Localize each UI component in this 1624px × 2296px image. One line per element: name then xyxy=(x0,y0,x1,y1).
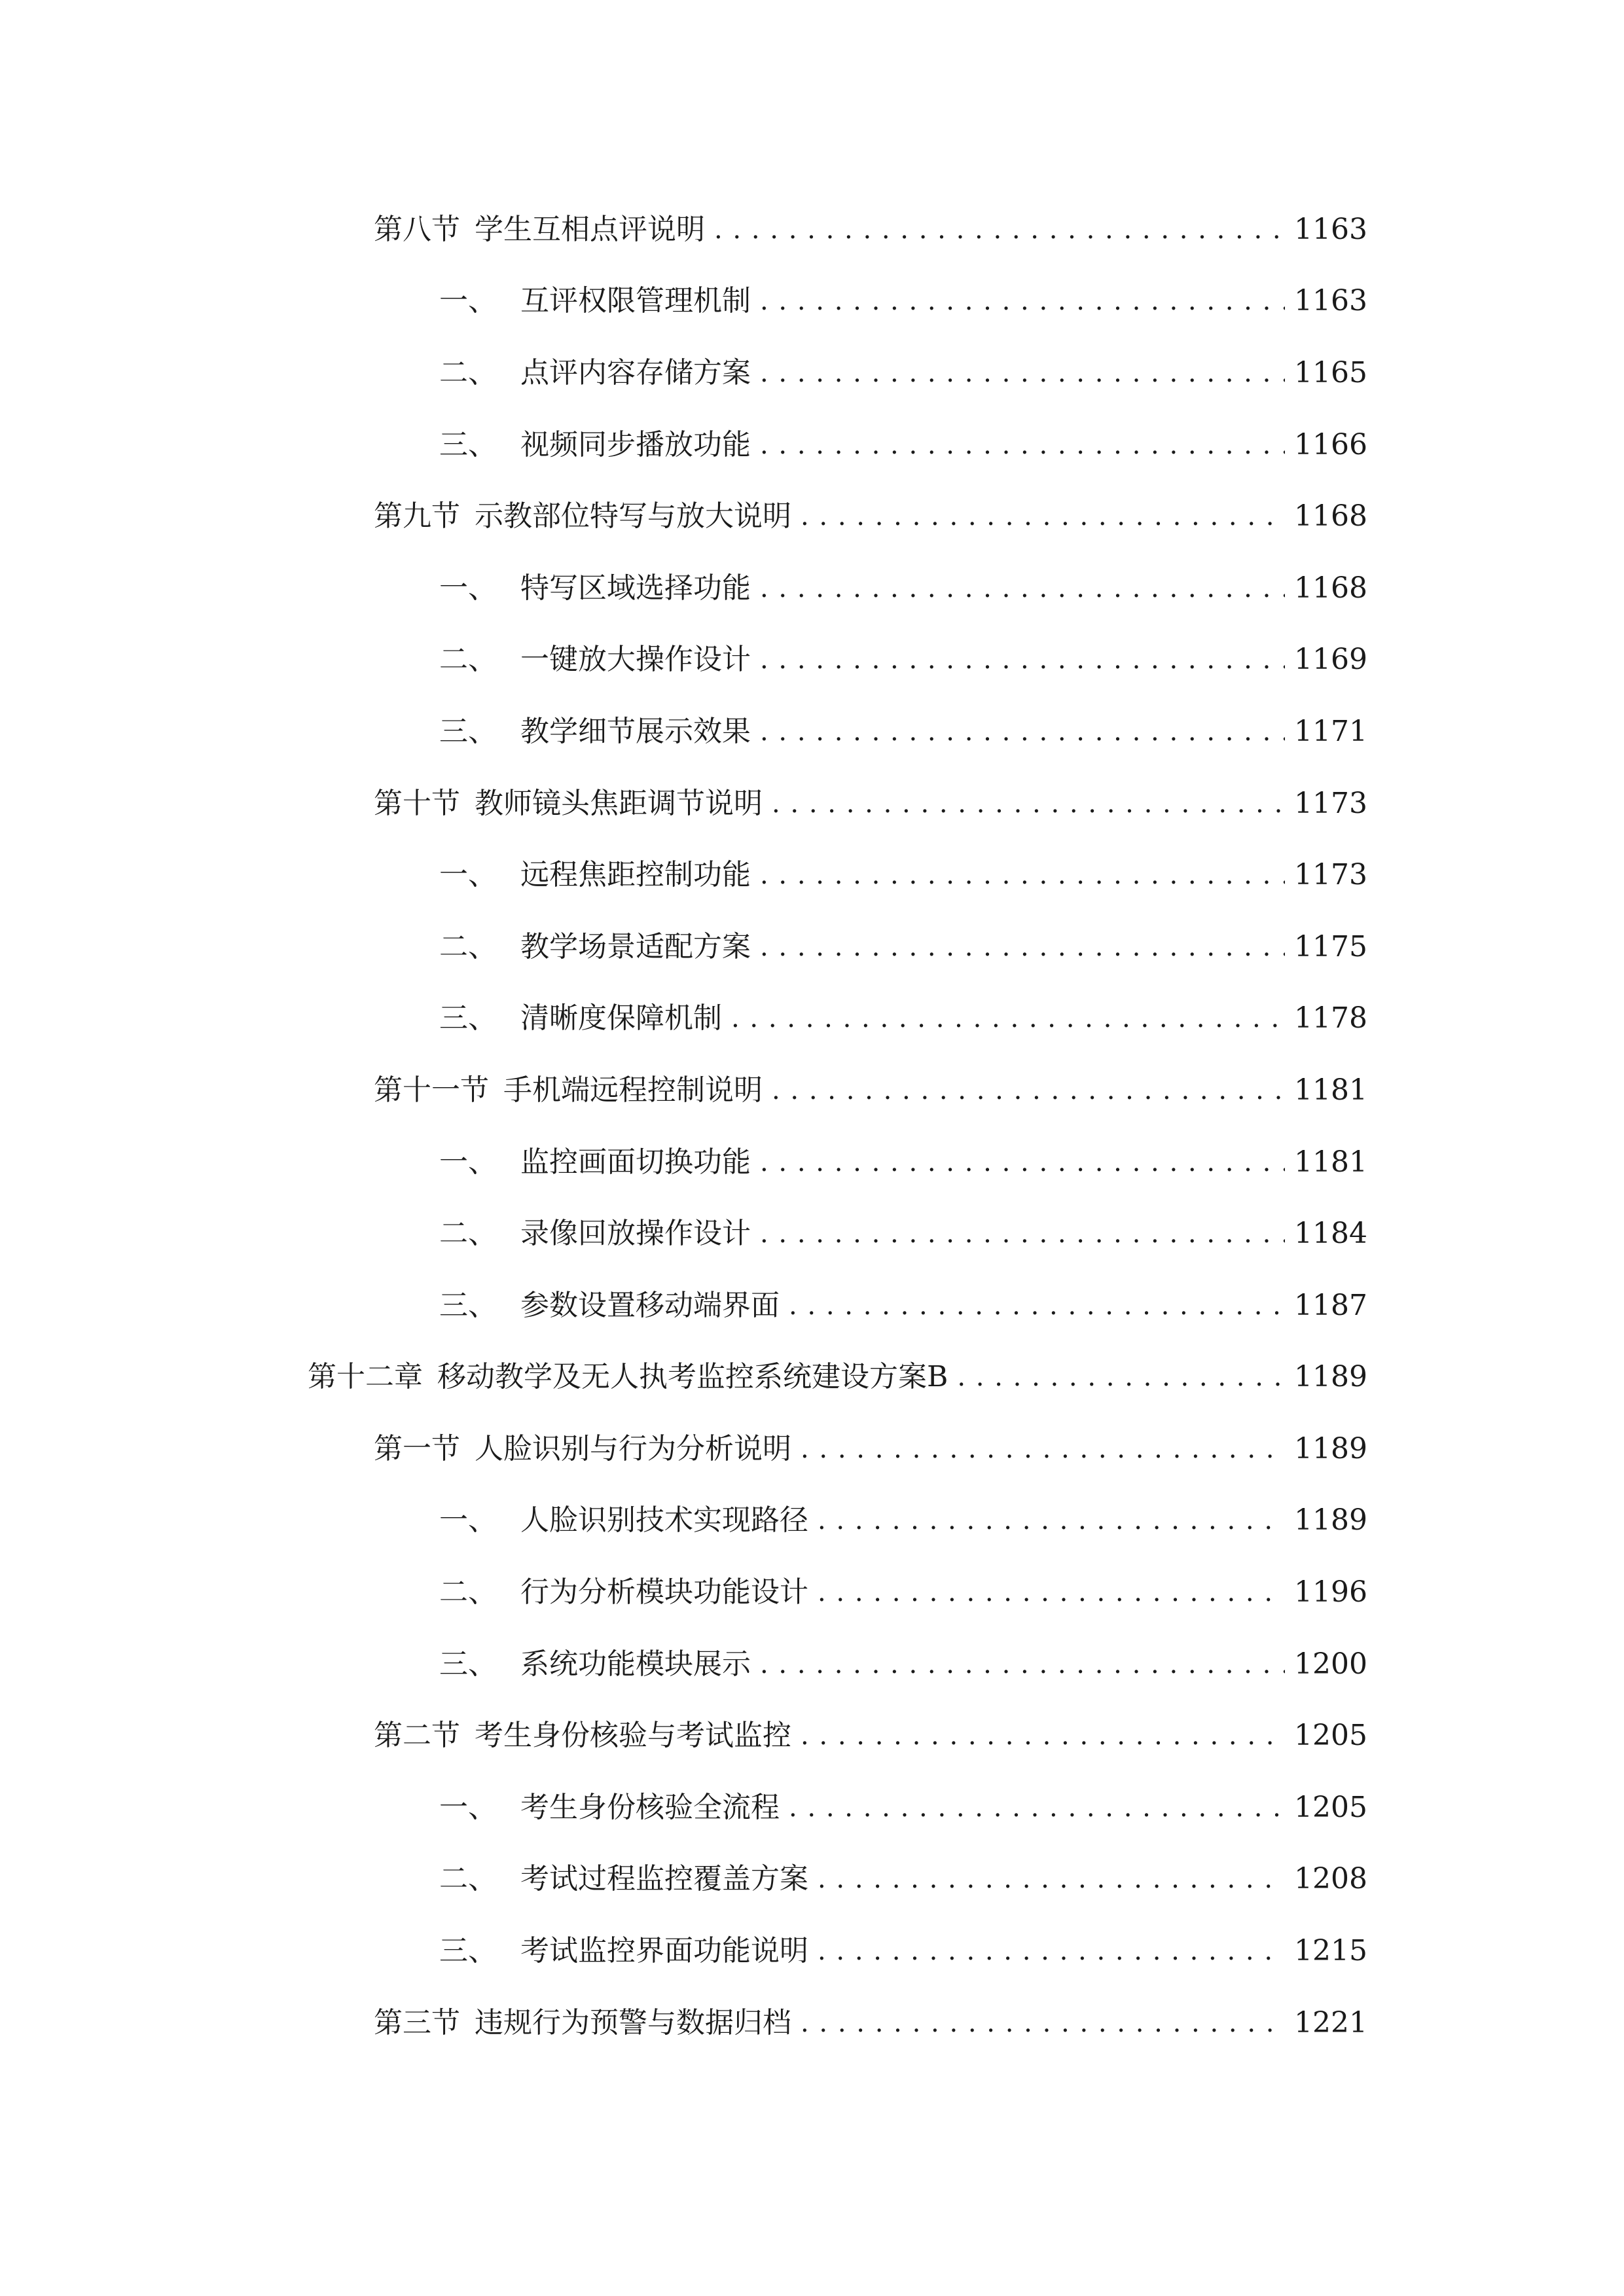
toc-entry[interactable] xyxy=(0,1126,1624,1198)
toc-page-number: 1163 xyxy=(1294,284,1367,318)
toc-number: 一、 xyxy=(439,571,497,605)
toc-number: 第三节 xyxy=(374,2005,460,2039)
toc-title: 教学场景适配方案 xyxy=(520,929,751,963)
toc-entry[interactable] xyxy=(0,768,1624,840)
dot-leader xyxy=(760,1219,1285,1248)
toc-page-number: 1208 xyxy=(1294,1862,1367,1896)
dot-leader xyxy=(957,1363,1285,1391)
toc-title: 移动教学及无人执考监控系统建设方案B xyxy=(437,1360,948,1394)
toc-entry[interactable] xyxy=(0,839,1624,911)
toc-page-number: 1163 xyxy=(1294,212,1367,246)
toc-number: 一、 xyxy=(439,1145,497,1179)
dot-leader xyxy=(789,1291,1285,1320)
toc-page-number: 1205 xyxy=(1294,1790,1367,1824)
toc-title: 违规行为预警与数据归档 xyxy=(475,2005,791,2039)
toc-title: 系统功能模块展示 xyxy=(520,1647,751,1681)
toc-number: 一、 xyxy=(439,858,497,892)
toc-title: 示教部位特写与放大说明 xyxy=(475,499,791,533)
toc-title: 参数设置移动端界面 xyxy=(520,1288,780,1322)
toc-entry[interactable] xyxy=(0,1270,1624,1342)
dot-leader xyxy=(789,1793,1285,1822)
dot-leader xyxy=(818,1865,1285,1893)
toc-page-number: 1166 xyxy=(1294,427,1367,461)
toc-page-number: 1181 xyxy=(1294,1073,1367,1107)
toc-number: 第十节 xyxy=(374,786,460,820)
toc-page-number: 1181 xyxy=(1294,1145,1367,1179)
toc-page-number: 1215 xyxy=(1294,1934,1367,1968)
dot-leader xyxy=(760,287,1285,315)
dot-leader xyxy=(801,502,1285,531)
dot-leader xyxy=(760,717,1285,746)
toc-entry[interactable] xyxy=(0,696,1624,768)
toc-number: 第一节 xyxy=(374,1431,460,1465)
toc-page-number: 1173 xyxy=(1294,858,1367,892)
toc-number: 二、 xyxy=(439,929,497,963)
toc-entry[interactable] xyxy=(0,1987,1624,2059)
toc-title: 特写区域选择功能 xyxy=(520,571,751,605)
toc-number: 三、 xyxy=(439,427,497,461)
dot-leader xyxy=(818,1506,1285,1535)
toc-entry[interactable] xyxy=(0,1485,1624,1557)
toc-page-number: 1169 xyxy=(1294,643,1367,677)
toc-page-number: 1168 xyxy=(1294,571,1367,605)
dot-leader xyxy=(801,1435,1285,1463)
toc-entry[interactable] xyxy=(0,194,1624,266)
toc-title: 监控画面切换功能 xyxy=(520,1145,751,1179)
toc-title: 清晰度保障机制 xyxy=(520,1001,722,1035)
toc-number: 一、 xyxy=(439,284,497,318)
toc-entry[interactable] xyxy=(0,1342,1624,1414)
toc-title: 录像回放操作设计 xyxy=(520,1217,751,1251)
toc-number: 二、 xyxy=(439,1217,497,1251)
toc-number: 二、 xyxy=(439,1862,497,1896)
toc-title: 点评内容存储方案 xyxy=(520,355,751,389)
dot-leader xyxy=(760,431,1285,459)
dot-leader xyxy=(801,1721,1285,1750)
toc-entry[interactable] xyxy=(0,1772,1624,1844)
toc-title: 行为分析模块功能设计 xyxy=(520,1575,808,1609)
toc-page-number: 1171 xyxy=(1294,714,1367,748)
toc-title: 学生互相点评说明 xyxy=(475,212,705,246)
toc-title: 人脸识别与行为分析说明 xyxy=(475,1431,791,1465)
toc-page-number: 1189 xyxy=(1294,1360,1367,1394)
dot-leader xyxy=(818,1578,1285,1607)
dot-leader xyxy=(772,789,1285,818)
toc-page-number: 1175 xyxy=(1294,929,1367,963)
toc-number: 第九节 xyxy=(374,499,460,533)
toc-number: 三、 xyxy=(439,1647,497,1681)
toc-entry[interactable] xyxy=(0,1700,1624,1772)
toc-entry[interactable] xyxy=(0,1413,1624,1485)
toc-entry[interactable] xyxy=(0,1844,1624,1916)
toc-number: 三、 xyxy=(439,714,497,748)
toc-title: 手机端远程控制说明 xyxy=(503,1073,763,1107)
toc-number: 三、 xyxy=(439,1001,497,1035)
toc-page-number: 1184 xyxy=(1294,1217,1367,1251)
toc-number: 第十一节 xyxy=(374,1073,489,1107)
dot-leader xyxy=(760,645,1285,674)
toc-page-number: 1187 xyxy=(1294,1288,1367,1322)
toc-number: 二、 xyxy=(439,643,497,677)
toc-title: 教师镜头焦距调节说明 xyxy=(475,786,763,820)
toc-title: 远程焦距控制功能 xyxy=(520,858,751,892)
toc-page-number: 1196 xyxy=(1294,1575,1367,1609)
toc-number: 第二节 xyxy=(374,1719,460,1753)
toc-entry[interactable] xyxy=(0,911,1624,983)
dot-leader xyxy=(801,2009,1285,2037)
toc-entry[interactable] xyxy=(0,983,1624,1055)
toc-entry[interactable] xyxy=(0,552,1624,624)
dot-leader xyxy=(760,359,1285,387)
toc-entry[interactable] xyxy=(0,1628,1624,1700)
toc-title: 考生身份核验与考试监控 xyxy=(475,1719,791,1753)
toc-page-number: 1168 xyxy=(1294,499,1367,533)
toc-number: 三、 xyxy=(439,1934,497,1968)
toc-entry[interactable] xyxy=(0,1198,1624,1270)
toc-title: 考试监控界面功能说明 xyxy=(520,1934,808,1968)
toc-entry[interactable] xyxy=(0,337,1624,409)
table-of-contents xyxy=(0,194,1624,2058)
toc-entry[interactable] xyxy=(0,1054,1624,1126)
toc-page-number: 1189 xyxy=(1294,1431,1367,1465)
toc-title: 视频同步播放功能 xyxy=(520,427,751,461)
toc-page-number: 1200 xyxy=(1294,1647,1367,1681)
dot-leader xyxy=(760,861,1285,889)
dot-leader xyxy=(731,1004,1285,1033)
toc-entry[interactable] xyxy=(0,624,1624,696)
toc-entry[interactable] xyxy=(0,480,1624,552)
toc-page-number: 1189 xyxy=(1294,1503,1367,1537)
dot-leader xyxy=(714,215,1285,244)
toc-number: 一、 xyxy=(439,1790,497,1824)
dot-leader xyxy=(772,1076,1285,1105)
toc-title: 考试过程监控覆盖方案 xyxy=(520,1862,808,1896)
toc-title: 教学细节展示效果 xyxy=(520,714,751,748)
toc-page-number: 1221 xyxy=(1294,2005,1367,2039)
toc-number: 第八节 xyxy=(374,212,460,246)
toc-number: 三、 xyxy=(439,1288,497,1322)
toc-title: 考生身份核验全流程 xyxy=(520,1790,780,1824)
dot-leader xyxy=(818,1937,1285,1965)
toc-number: 二、 xyxy=(439,1575,497,1609)
toc-page-number: 1178 xyxy=(1294,1001,1367,1035)
toc-title: 互评权限管理机制 xyxy=(520,284,751,318)
dot-leader xyxy=(760,1148,1285,1177)
toc-entry[interactable] xyxy=(0,266,1624,338)
toc-number: 一、 xyxy=(439,1503,497,1537)
toc-page-number: 1173 xyxy=(1294,786,1367,820)
dot-leader xyxy=(760,933,1285,961)
toc-entry[interactable] xyxy=(0,409,1624,481)
toc-number: 二、 xyxy=(439,355,497,389)
toc-page-number: 1165 xyxy=(1294,355,1367,389)
toc-title: 人脸识别技术实现路径 xyxy=(520,1503,808,1537)
toc-entry[interactable] xyxy=(0,1915,1624,1987)
toc-number: 第十二章 xyxy=(308,1360,423,1394)
toc-title: 一键放大操作设计 xyxy=(520,643,751,677)
dot-leader xyxy=(760,1650,1285,1679)
dot-leader xyxy=(760,574,1285,603)
toc-entry[interactable] xyxy=(0,1556,1624,1628)
toc-page-number: 1205 xyxy=(1294,1719,1367,1753)
